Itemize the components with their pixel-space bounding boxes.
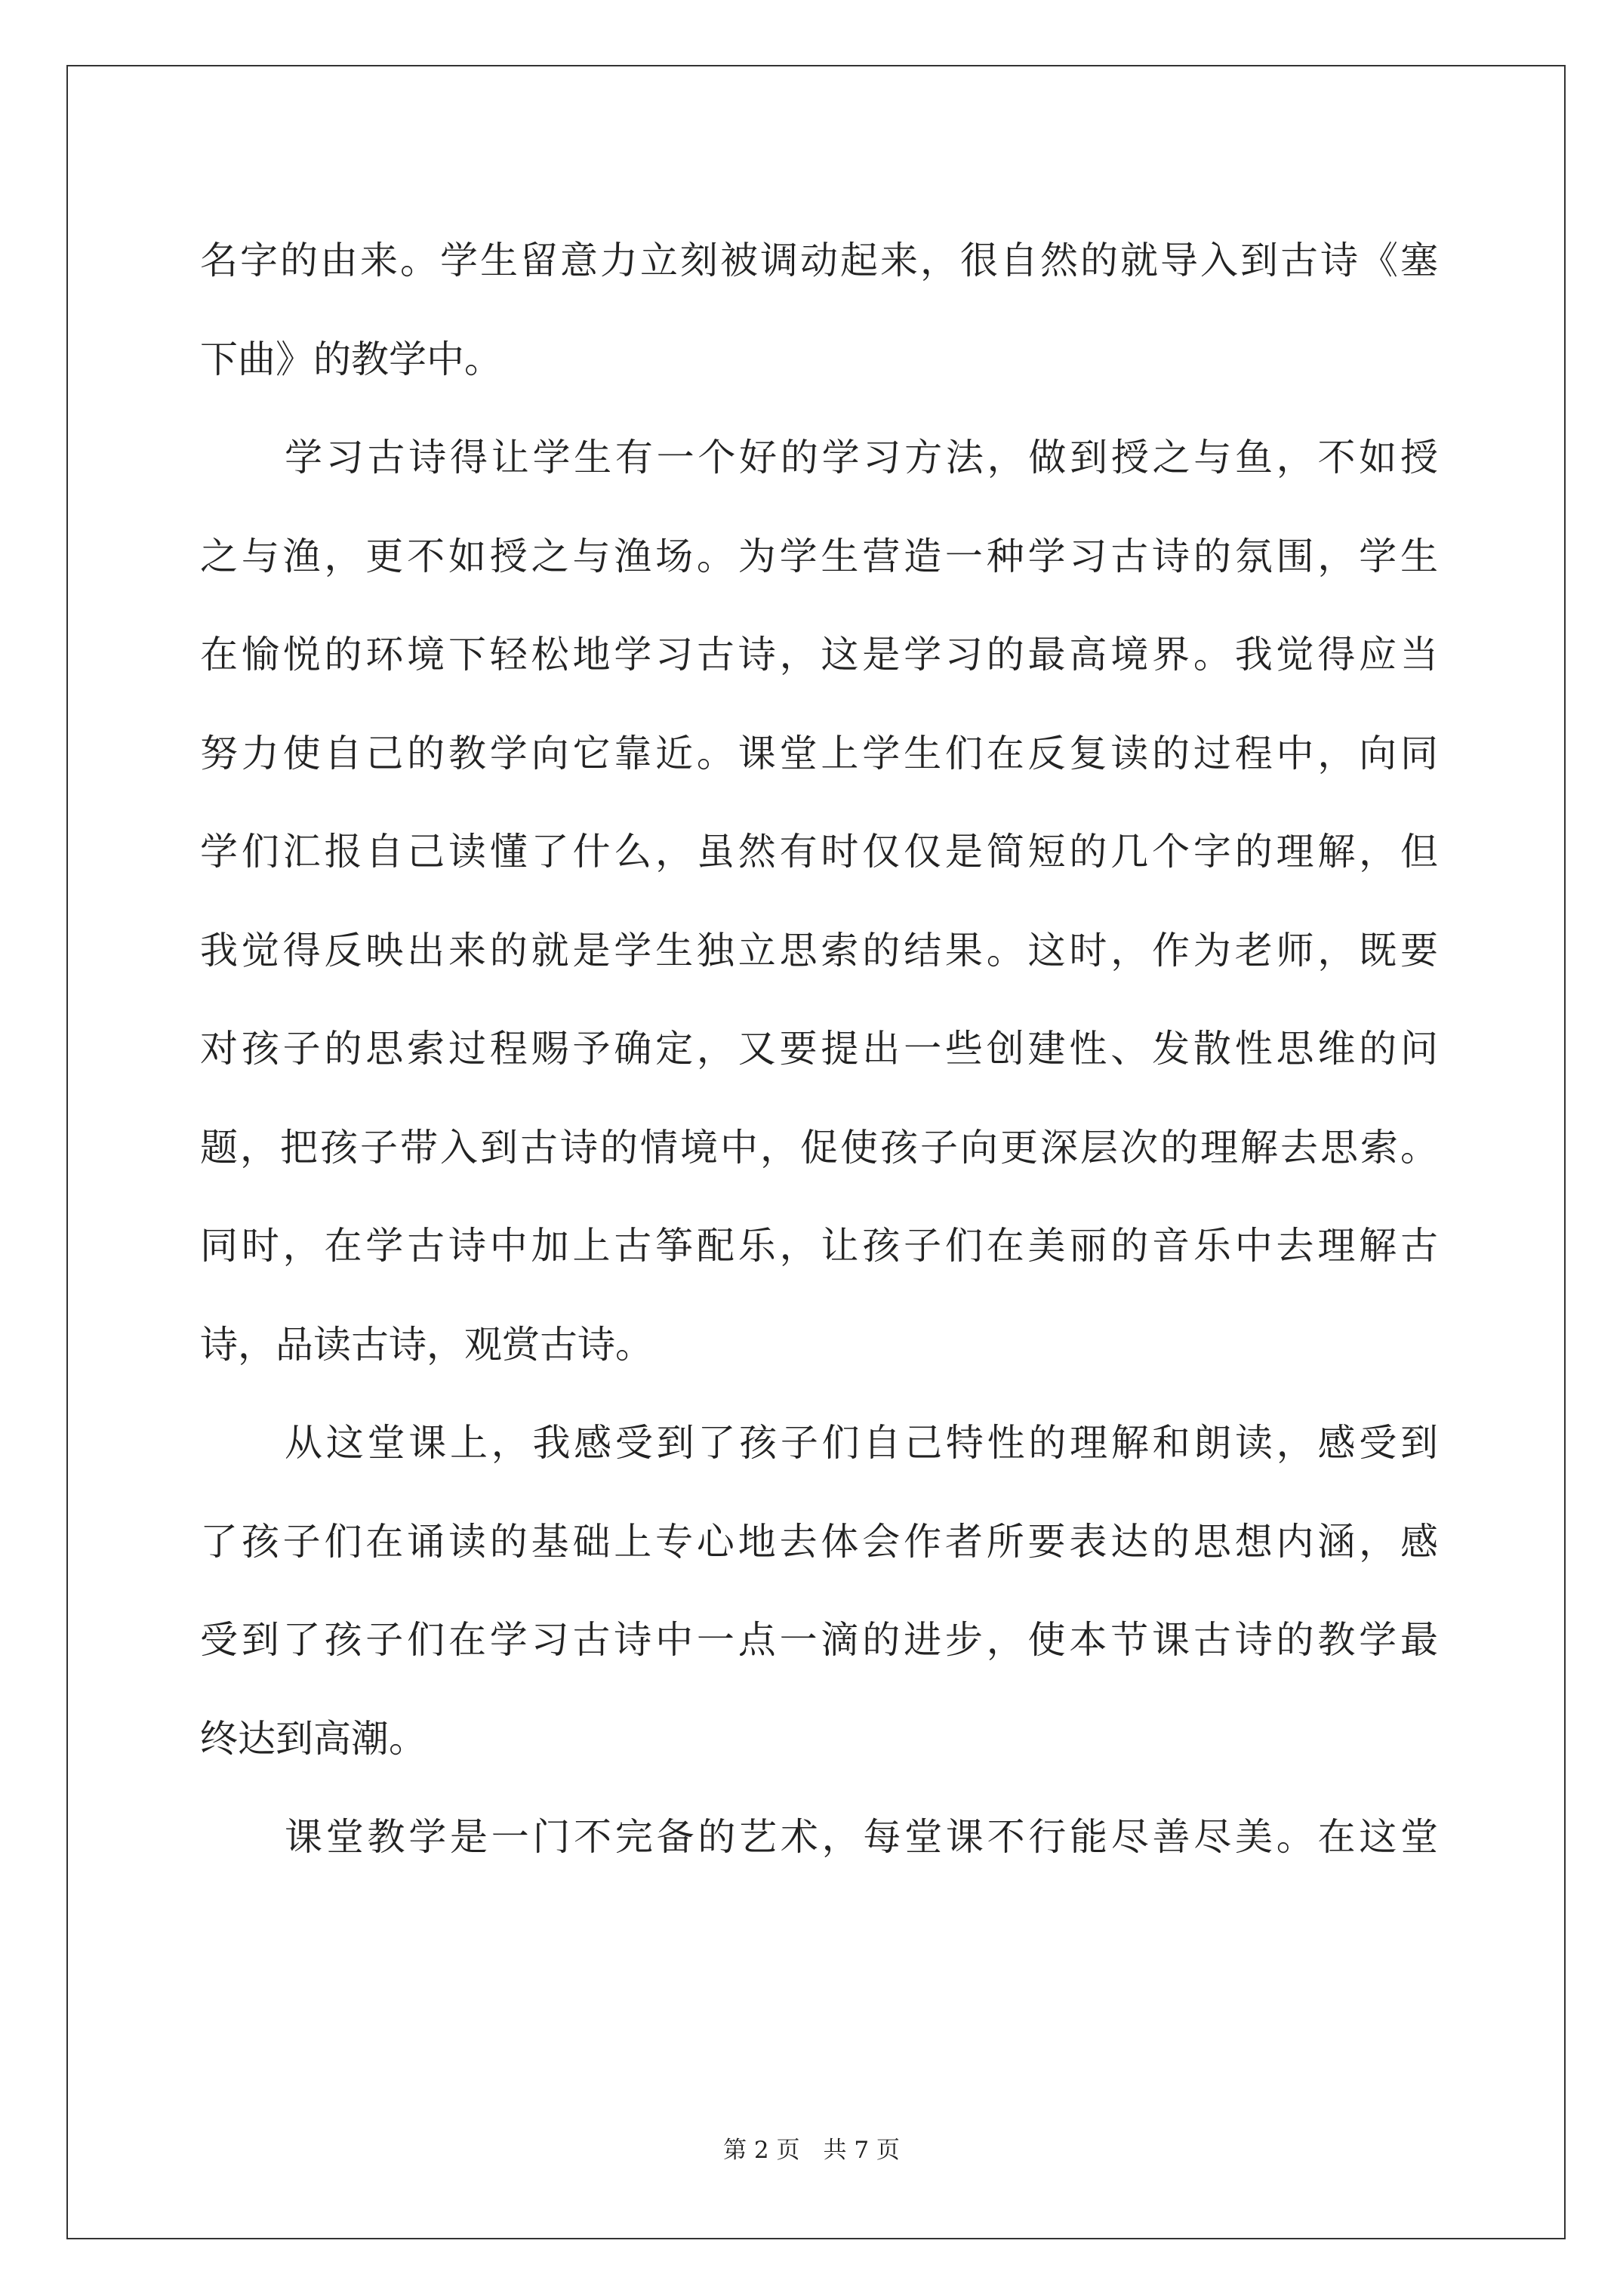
text-line: 对孩子的思索过程赐予确定，又要提出一些创建性、发散性思维的问 [200, 1027, 1438, 1071]
text-line: 下曲》的教学中。 [200, 337, 502, 381]
text-line: 同时，在学古诗中加上古筝配乐，让孩子们在美丽的音乐中去理解古 [200, 1224, 1438, 1268]
text-line: 我觉得反映出来的就是学生独立思索的结果。这时，作为老师，既要 [200, 928, 1438, 972]
text-line: 学习古诗得让学生有一个好的学习方法，做到授之与鱼，不如授 [285, 436, 1438, 479]
page-number-footer: 第 2 页 共 7 页 [723, 2137, 900, 2164]
text-line: 从这堂课上，我感受到了孩子们自己特性的理解和朗读，感受到 [285, 1421, 1438, 1465]
text-line: 课堂教学是一门不完备的艺术，每堂课不行能尽善尽美。在这堂 [285, 1815, 1438, 1859]
text-line: 名字的由来。学生留意力立刻被调动起来，很自然的就导入到古诗《塞 [200, 239, 1438, 282]
text-line: 在愉悦的环境下轻松地学习古诗，这是学习的最高境界。我觉得应当 [200, 633, 1438, 676]
text-line: 题，把孩子带入到古诗的情境中，促使孩子向更深层次的理解去思索。 [200, 1125, 1438, 1170]
document-body [200, 211, 1438, 1887]
text-line: 终达到高潮。 [200, 1716, 427, 1761]
text-line: 努力使自己的教学向它靠近。课堂上学生们在反复读的过程中，向同 [200, 731, 1438, 775]
text-line: 了孩子们在诵读的基础上专心地去体会作者所要表达的思想内涵，感 [200, 1519, 1438, 1564]
text-line: 诗，品读古诗，观赏古诗。 [200, 1322, 653, 1367]
text-line: 学们汇报自己读懂了什么，虽然有时仅仅是简短的几个字的理解，但 [200, 830, 1438, 874]
text-line: 之与渔，更不如授之与渔场。为学生营造一种学习古诗的氛围，学生 [200, 534, 1438, 578]
text-line: 受到了孩子们在学习古诗中一点一滴的进步，使本节课古诗的教学最 [200, 1618, 1438, 1662]
